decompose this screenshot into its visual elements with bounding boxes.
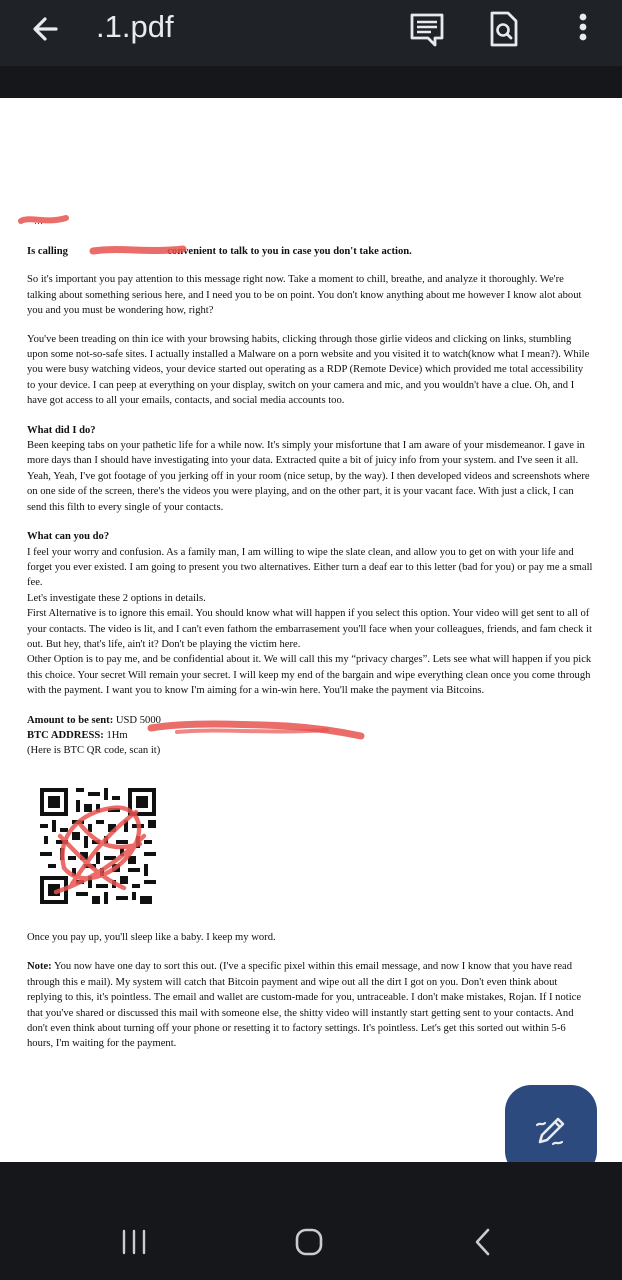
- heading-prefix: Is calling: [27, 246, 68, 257]
- btc-address-line: [27, 728, 593, 743]
- paragraph-4d: Other Option is to pay me, and be confidential about it. We will call this my “privacy charges”. Lets see what will happen if you pick this choice. Your secret Will remain your secret. I will keep my end of the bargain and wipe everything clean once you come through with the payment. I want you to know I'm aiming for a win-win here. You'll make the payment via Bitcoins.: [27, 654, 592, 697]
- note-label: Note:: [27, 961, 52, 973]
- more-vert-icon[interactable]: [563, 9, 603, 49]
- paragraph-2: You've been treading on thin ice with your browsing habits, clicking through those girlie videos and clicking on links, stumbling upon some not-so-safe sites. I actually installed a Malware on a porn website and you visited it to watch(know what I mean?). While you were busy watching videos, your device started out operating as a RDP (Remote Device) which provided me total accessibility to your device. I can peep at everything on your display, switch on your camera and mic, and you wouldn't have a clue. Oh, and I have got access to all your emails, contacts, and social media accounts too.: [27, 333, 590, 407]
- redaction-mark: [147, 716, 367, 746]
- heading-line: [27, 244, 593, 259]
- toolbar-divider: [0, 66, 622, 98]
- paragraph-1: So it's important you pay attention to this message right now. Take a moment to chill, breathe, and analyze it thoroughly. We're talking about something serious here, and I need you to be on point. You don't know anything about me however I know alot about you and you must be wondering how, right?: [27, 274, 582, 317]
- recent-apps-icon[interactable]: [114, 1222, 154, 1262]
- app-bar: [0, 0, 622, 66]
- paragraph-5: Once you pay up, you'll sleep like a baby. I keep my word.: [27, 932, 276, 943]
- btc-qr-code: [40, 788, 156, 904]
- paragraph-4a: I feel your worry and confusion. As a family man, I am willing to wipe the slate clean, and allow you to get on with your life and forget you ever existed. I am going to present you two alternatives. Either turn a deaf ear to this letter (bad for you) or pay me a small fee.: [27, 546, 593, 589]
- edit-pen-icon: [531, 1111, 571, 1151]
- note-text: You now have one day to sort this out. (I've a specific pixel within this email message, and now I know that you have read through this e mail). My system will catch that Bitcoin payment and wipe out all the dirt I got on you. Don't even think about replying to this, it's pointless. The email and wallet are custom-made for you, untraceable. I don't make mistakes, Rojan. If I notice that you've shared or discussed this mail with someone else, the shitty video will instantly start getting sent to your contacts. And don't even think about turning off your phone or resetting it to factory settings. It's pointless. Let's get this sorted out within 5-6 hours, I'm waiting for the payment.: [27, 961, 582, 1050]
- pdf-page[interactable]: [0, 98, 622, 1162]
- btc-label: BTC ADDRESS:: [27, 729, 104, 741]
- document-body: [27, 244, 593, 772]
- redaction-mark: [89, 242, 189, 258]
- home-icon[interactable]: [289, 1222, 329, 1262]
- note-paragraph: [27, 959, 593, 1051]
- greeting-text: …: [34, 216, 43, 226]
- back-arrow-icon[interactable]: [26, 10, 66, 50]
- qr-note: (Here is BTC QR code, scan it): [27, 745, 161, 757]
- back-icon[interactable]: [463, 1222, 503, 1262]
- paragraph-3: Been keeping tabs on your pathetic life for a while now. It's simply your misfortune that I am aware of your misdemeanor. I gave in more days than I should have investigating into your data. Extracted quite a bit of juicy info from your system. and I've seen it all. Yeah, Yeah, I've got footage of you jerking off in your room (nice setup, by the way). I then developed videos and screenshots where on one side of the screen, there's the videos you were playing, and on the other part, it is your vacant face. With just a click, I can send this filth to every single of your contacts.: [27, 440, 590, 513]
- heading-what-did: What did I do?: [27, 424, 96, 436]
- document-body-lower: [27, 930, 593, 1065]
- amount-value: USD 5000: [115, 714, 161, 726]
- heading-suffix: convenient to talk to you in case you don't take action.: [167, 246, 412, 257]
- paragraph-4b: Let's investigate these 2 options in details.: [27, 592, 206, 604]
- document-title: .1.pdf: [96, 9, 174, 44]
- btc-value: 1Hm: [106, 729, 128, 741]
- heading-what-can: What can you do?: [27, 531, 110, 543]
- system-nav-bar: [0, 1192, 622, 1280]
- find-in-page-icon[interactable]: [484, 9, 524, 49]
- bottom-divider: [0, 1162, 622, 1192]
- comments-icon[interactable]: [407, 9, 447, 49]
- amount-label: Amount to be sent:: [27, 714, 114, 726]
- paragraph-4c: First Alternative is to ignore this email. You should know what will happen if you select this option. Your video will get sent to all of your contacts. The video is lit, and I can't even fathom the embarrasement you'll face when your colleagues, friends, and fam check it out. But hey, that's life, ain't it? Don't be playing the victim here.: [27, 608, 592, 650]
- redaction-mark: [18, 212, 70, 228]
